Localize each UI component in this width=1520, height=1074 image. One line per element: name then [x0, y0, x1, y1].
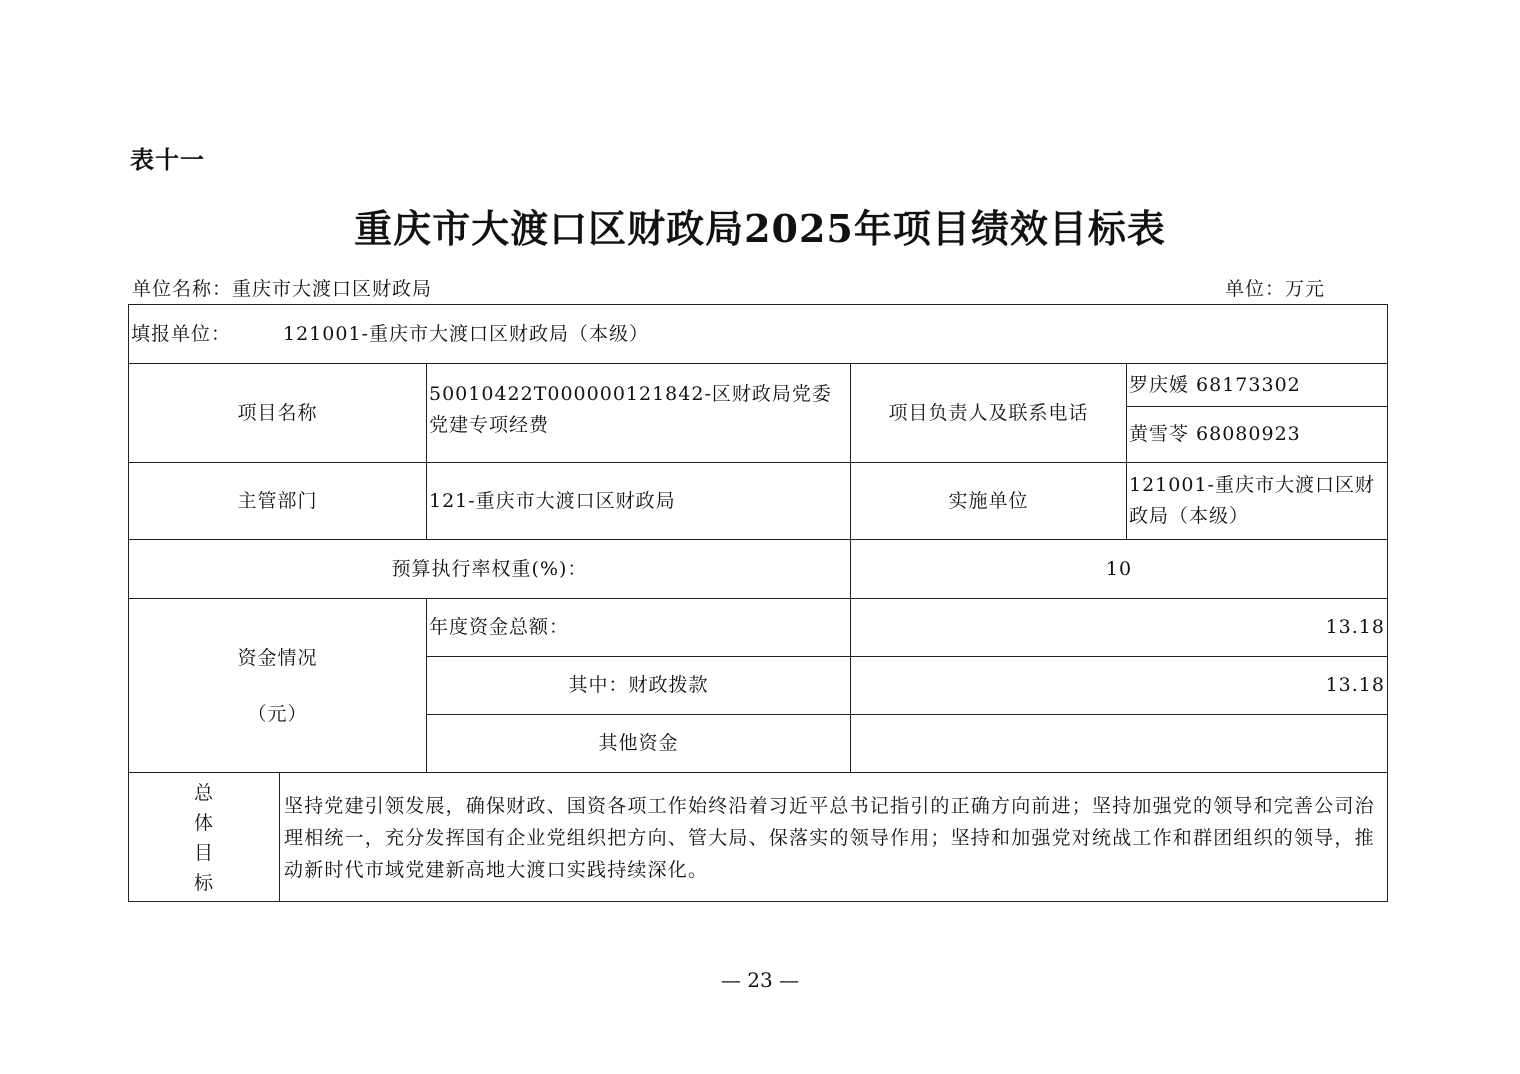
org-name-line: 单位名称：重庆市大渡口区财政局	[132, 278, 433, 300]
page-title: 重庆市大渡口区财政局2025年项目绩效目标表	[354, 206, 1166, 251]
funds-other-value	[851, 715, 1387, 772]
goal-label	[129, 773, 279, 902]
goal-text: 坚持党建引领发展，确保财政、国资各项工作始终沿着习近平总书记指引的正确方向前进；坚持加强党的领导和完善公司治理相统一，充分发挥国有企业党组织把方向、管大局、保落实的领导作用；坚持和加强党对统战工作和群团组织的领导，推动新时代市域党建新高地大渡口实践持续深化。	[284, 794, 1375, 881]
funds-total-value: 13.18	[1325, 616, 1385, 638]
project-name-label: 项目名称	[237, 401, 318, 424]
funds-label-line1: 资金情况	[237, 646, 318, 669]
project-contact-2: 黄雪苓 68080923	[1129, 423, 1301, 445]
project-name-value: 50010422T000000121842-区财政局党委党建专项经费	[429, 383, 832, 436]
funds-total-label: 年度资金总额：	[429, 616, 570, 638]
funds-other-label: 其他资金	[598, 732, 679, 754]
page-number: — 23 —	[720, 968, 800, 992]
project-contact-1: 罗庆媛 68173302	[1129, 373, 1301, 396]
goal-label-char: 体	[193, 811, 214, 834]
funds-label-line2: （元）	[247, 702, 308, 725]
project-contact-label: 项目负责人及联系电话	[888, 401, 1089, 424]
budget-value: 10	[1105, 557, 1133, 580]
unit-line: 单位：万元	[1225, 278, 1326, 300]
filler-value: 121001-重庆市大渡口区财政局（本级）	[283, 322, 649, 345]
funds-fiscal-value: 13.18	[1325, 674, 1385, 696]
impl-label: 实施单位	[948, 489, 1029, 512]
funds-label	[129, 599, 426, 772]
filler-label: 填报单位：	[131, 322, 232, 345]
budget-label: 预算执行率权重(%)：	[391, 557, 588, 580]
table-label: 表十一	[130, 145, 205, 174]
funds-fiscal-label: 其中：财政拨款	[568, 674, 709, 696]
dept-label: 主管部门	[237, 489, 318, 512]
performance-table	[128, 304, 1388, 902]
goal-label-char: 总	[193, 781, 214, 804]
goal-label-char: 目	[193, 841, 214, 864]
goal-label-char: 标	[193, 871, 214, 894]
dept-value: 121-重庆市大渡口区财政局	[429, 489, 676, 512]
impl-value: 121001-重庆市大渡口区财政局（本级）	[1129, 474, 1375, 527]
